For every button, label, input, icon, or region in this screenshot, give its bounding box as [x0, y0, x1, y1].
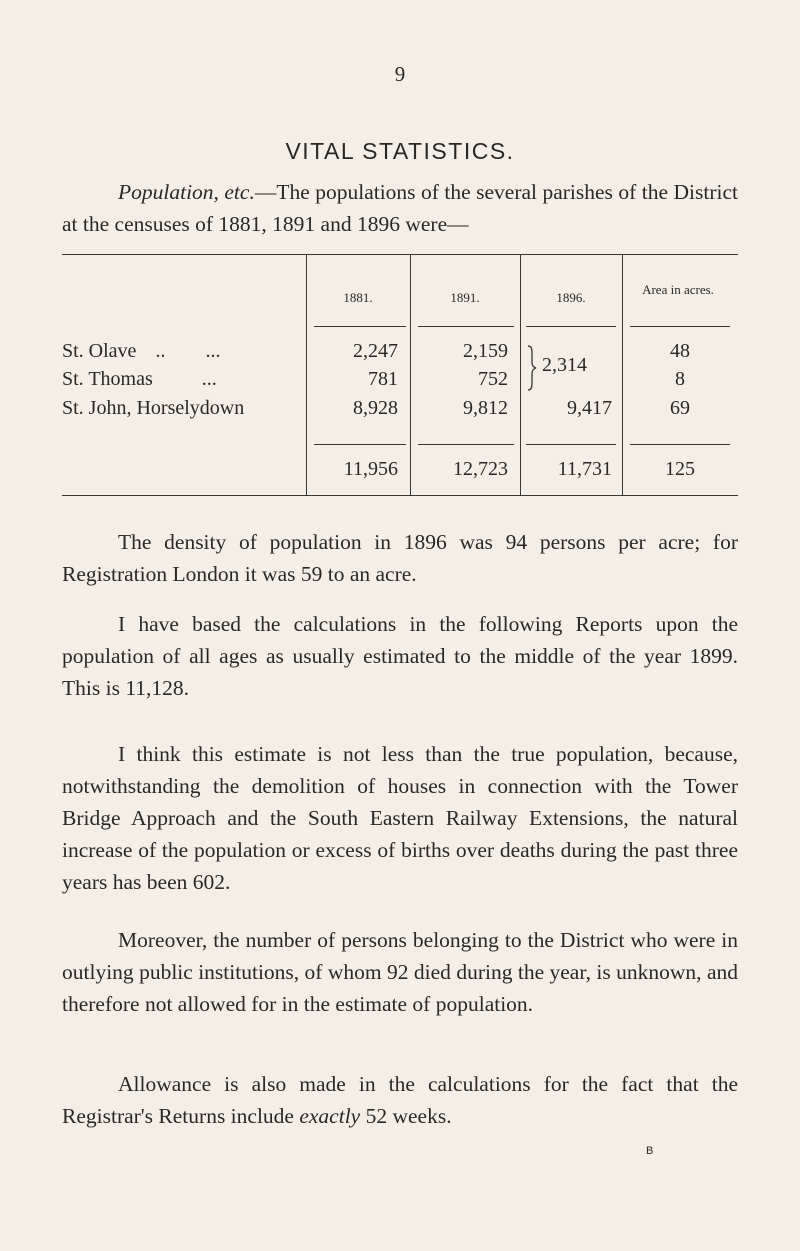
total-1881: 11,956 [343, 458, 398, 480]
parish-name: St. John, Horselydown [62, 397, 245, 419]
total-1891: 12,723 [453, 458, 508, 480]
intro-paragraph [62, 176, 738, 240]
header-1896: 1896. [556, 290, 586, 305]
cell-1881: 781 [368, 368, 398, 390]
cell-1881: 2,247 [353, 340, 398, 362]
parish-name: St. Thomas [62, 368, 153, 390]
table-row [62, 397, 244, 420]
table-bottom-rule [62, 495, 738, 496]
leader-dots: .. ... [155, 340, 221, 362]
population-table [62, 254, 738, 496]
header-rule [418, 326, 514, 327]
totals-rule [418, 444, 514, 445]
cell-1891: 9,812 [463, 397, 508, 419]
header-area: Area in acres. [642, 282, 714, 297]
estimate-paragraph: I think this estimate is not less than the true population, because, notwithstanding the demolition of houses in connection with the Tower Bridge Approach and the South Eastern Railway Extensions, the natural increase of the population or excess of births over deaths during the past three years has been 602. [62, 742, 738, 894]
table-row [62, 368, 217, 391]
cell-area: 69 [670, 397, 690, 419]
allowance-paragraph [62, 1068, 738, 1132]
cell-1896-combined: 2,314 [542, 354, 587, 376]
allowance-end: 52 weeks. [360, 1104, 452, 1128]
cell-1891: 752 [478, 368, 508, 390]
totals-rule [314, 444, 406, 445]
total-area: 125 [665, 458, 695, 480]
table-row [62, 340, 220, 363]
leader-dots: ... [201, 368, 217, 390]
page-number: 9 [394, 62, 406, 86]
table-top-rule [62, 254, 738, 255]
allowance-emphasis: exactly [299, 1104, 361, 1128]
header-rule [314, 326, 406, 327]
totals-rule [630, 444, 730, 445]
cell-1896: 9,417 [567, 397, 612, 419]
header-rule [526, 326, 616, 327]
allowance-start: Allowance is also made in the calculations for the fact that the Registrar's Returns include [62, 1072, 738, 1128]
based-paragraph: I have based the calculations in the following Reports upon the population of all ages as usually estimated to the middle of the year 1899. This is 11,128. [62, 612, 738, 700]
cell-area: 8 [675, 368, 685, 390]
cell-area: 48 [670, 340, 690, 362]
page-title: VITAL STATISTICS. [285, 138, 515, 164]
intro-lead: Population, etc. [118, 180, 255, 204]
cell-1881: 8,928 [353, 397, 398, 419]
signature-mark: B [646, 1145, 654, 1157]
intro-text: —The populations of the several parishes of the District at the censuses of 1881, 1891 and 1896 were— [62, 180, 738, 236]
cell-1891: 2,159 [463, 340, 508, 362]
moreover-paragraph: Moreover, the number of persons belonging to the District who were in outlying public institutions, of whom 92 died during the year, is unknown, and therefore not allowed for in the estimate of population. [62, 928, 738, 1016]
total-1896: 11,731 [557, 458, 612, 480]
parish-name: St. Olave [62, 340, 137, 362]
density-paragraph: The density of population in 1896 was 94 persons per acre; for Registration London it was 59 to an acre. [62, 530, 738, 586]
brace-icon [524, 344, 538, 396]
header-rule [630, 326, 730, 327]
totals-rule [526, 444, 616, 445]
header-1891: 1891. [450, 290, 480, 305]
header-1881: 1881. [343, 290, 373, 305]
